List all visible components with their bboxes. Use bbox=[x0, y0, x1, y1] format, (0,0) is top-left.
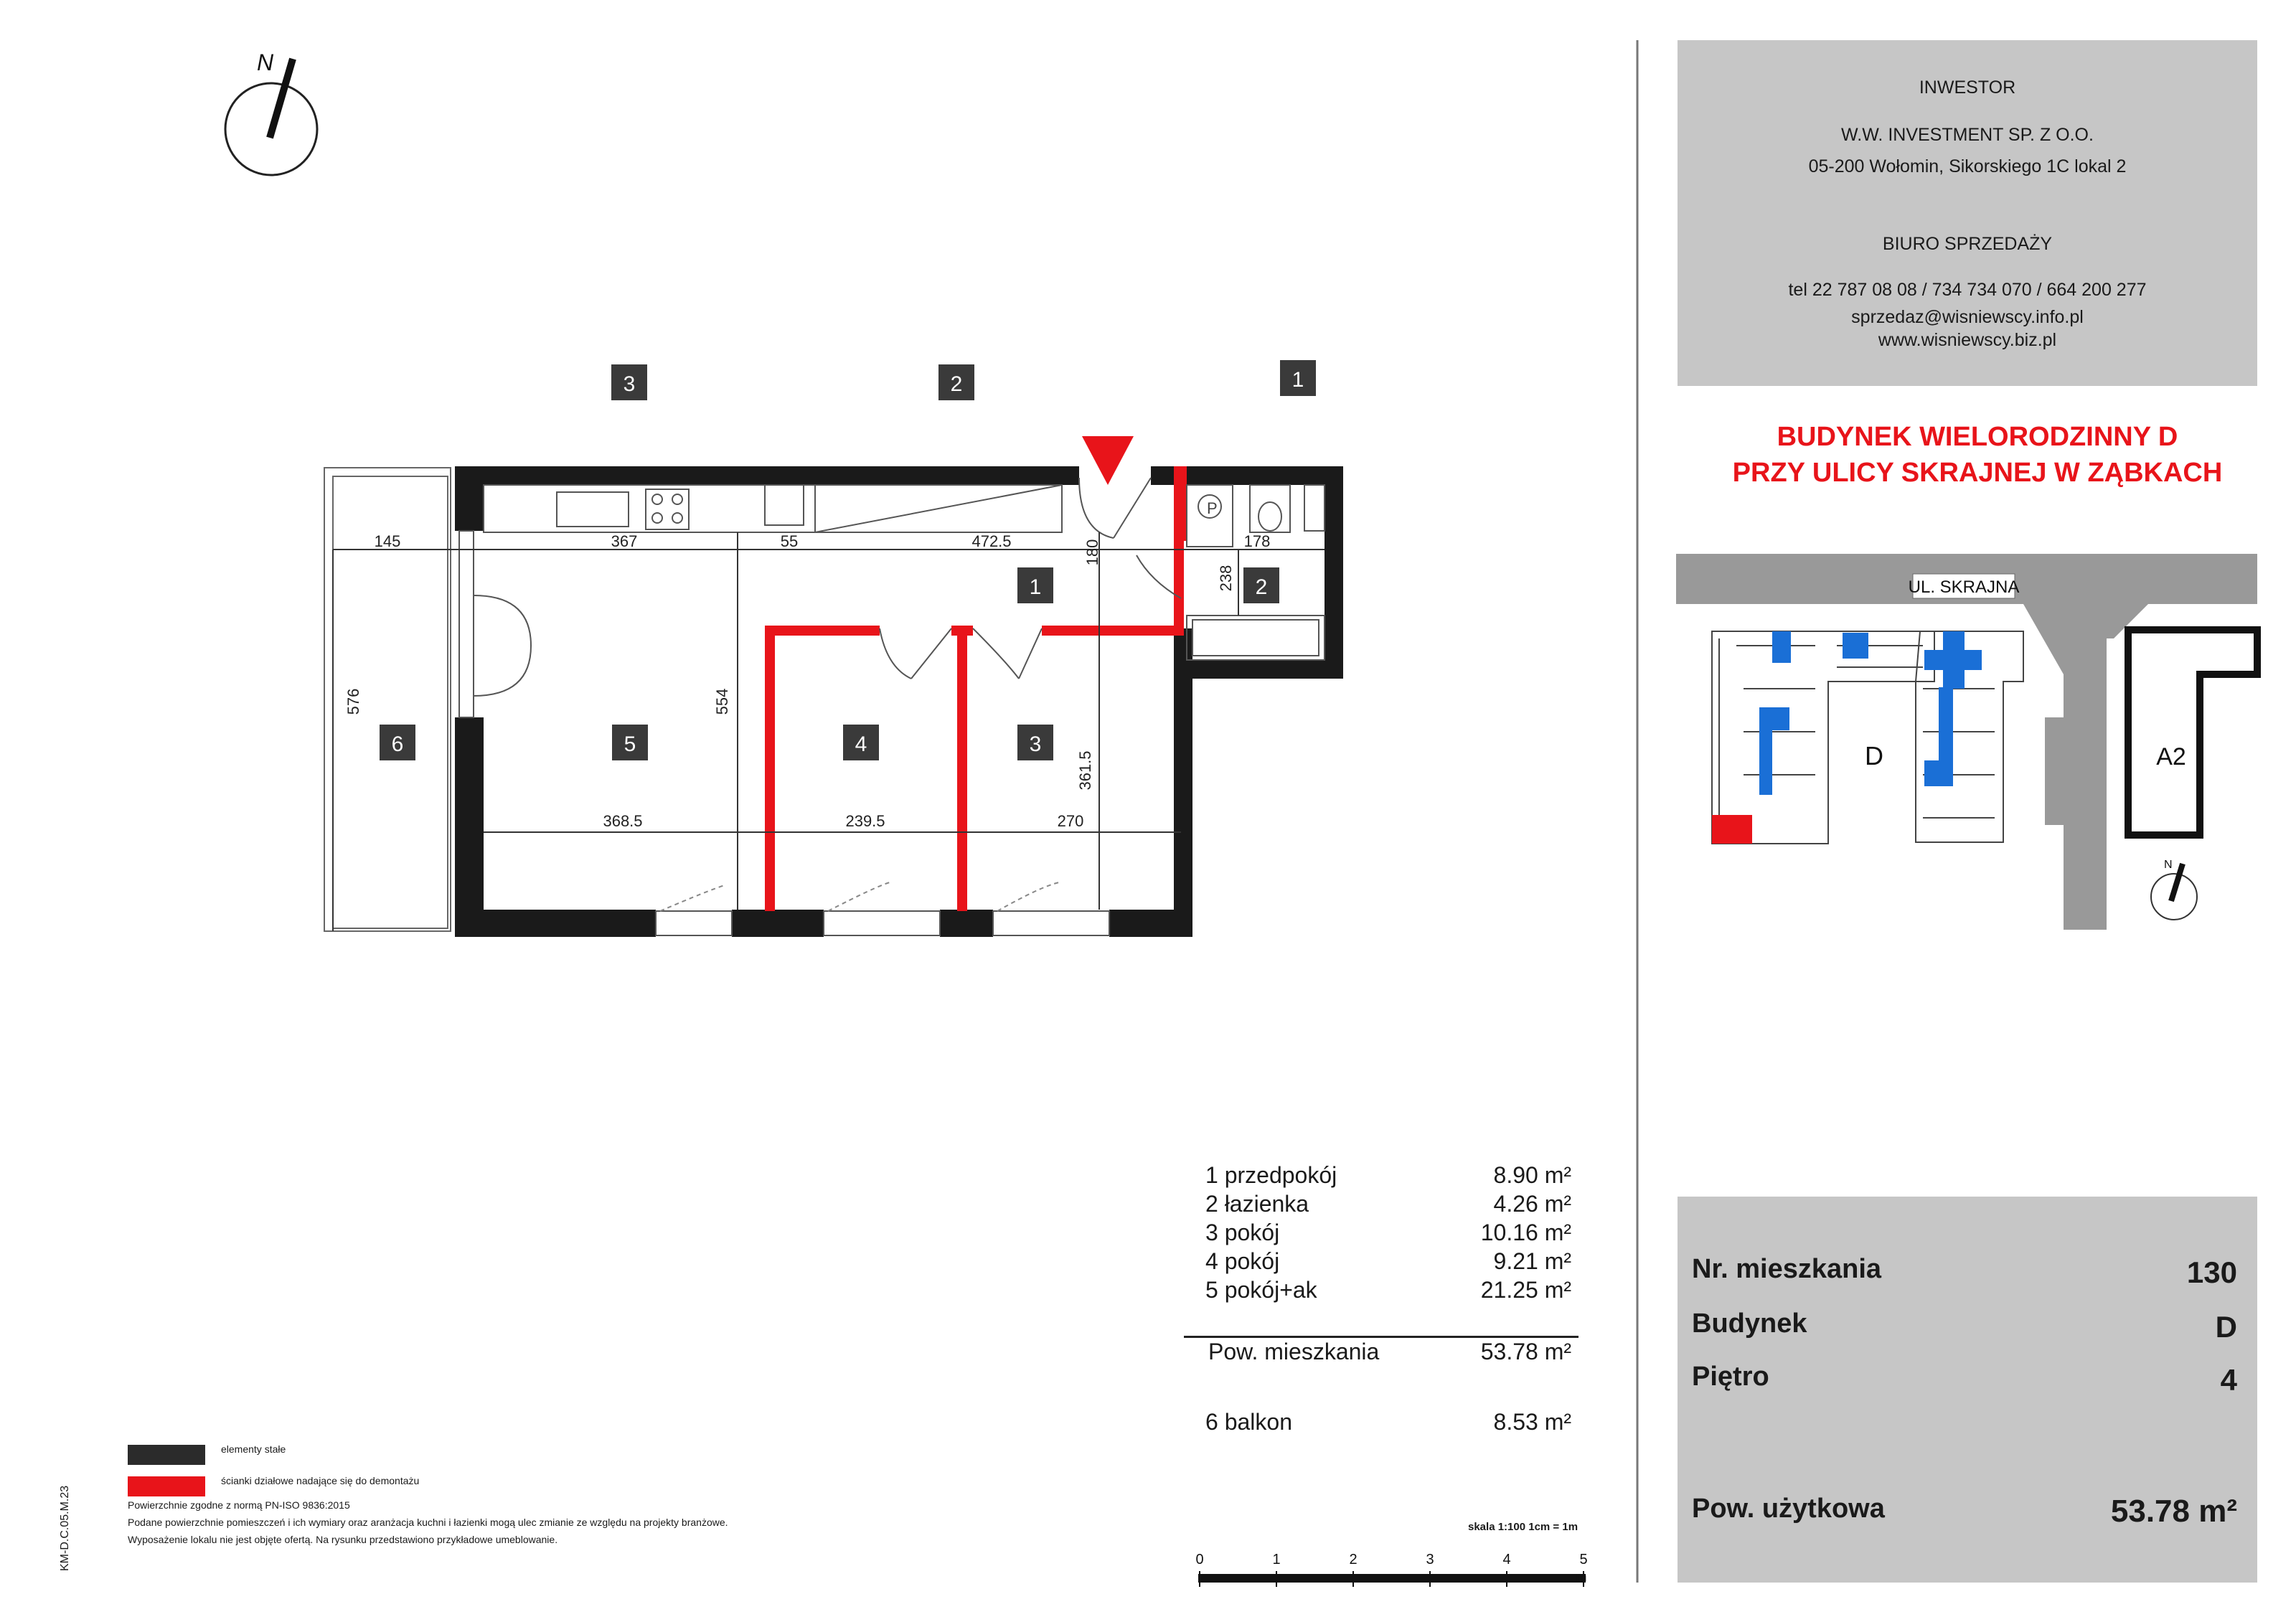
bathroom-partition-top bbox=[1174, 466, 1187, 541]
room-tag-6 bbox=[380, 725, 415, 760]
svg-text:5: 5 bbox=[624, 732, 636, 756]
building-d-label: D bbox=[1865, 741, 1883, 770]
site-plan bbox=[1676, 554, 2257, 930]
scale-label: skala 1:100 1cm = 1m bbox=[1468, 1521, 1578, 1533]
window-swings bbox=[660, 882, 1059, 911]
investor-address: 05-200 Wołomin, Sikorskiego 1C lokal 2 bbox=[1808, 156, 2127, 176]
building-title-line1: BUDYNEK WIELORODZINNY D bbox=[1777, 422, 2178, 452]
usable-area-value: 53.78 m² bbox=[2110, 1494, 2237, 1529]
usable-area-label: Pow. użytkowa bbox=[1692, 1494, 1885, 1524]
svg-text:6: 6 bbox=[391, 732, 404, 756]
floor-label: Piętro bbox=[1692, 1362, 1769, 1392]
dim-180: 180 bbox=[1083, 539, 1101, 566]
investor-panel bbox=[1678, 40, 2257, 386]
dim-367: 367 bbox=[611, 532, 638, 550]
building-title bbox=[1676, 419, 2279, 491]
sales-heading: BIURO SPRZEDAŻY bbox=[1882, 234, 2053, 254]
north-arrow-icon bbox=[225, 49, 317, 175]
note-changes: Podane powierzchnie pomieszczeń i ich wymiary oraz aranżacja kuchni i łazienki mogą ulec zmianie ze względu na projekty branżowe. bbox=[128, 1517, 728, 1528]
dim-238: 238 bbox=[1217, 565, 1235, 592]
dim-554: 554 bbox=[713, 688, 731, 715]
area-divider bbox=[1184, 1336, 1578, 1338]
dim-178: 178 bbox=[1243, 532, 1271, 550]
legend-swatch-permanent bbox=[128, 1445, 205, 1465]
svg-text:2: 2 bbox=[1349, 1552, 1358, 1567]
dim-472-5: 472.5 bbox=[971, 532, 1012, 550]
dim-145: 145 bbox=[374, 532, 401, 550]
outside-tag-1 bbox=[1280, 360, 1316, 396]
dim-239-5: 239.5 bbox=[845, 812, 885, 830]
room-tag-3 bbox=[1017, 725, 1053, 760]
windows-bottom bbox=[656, 911, 1109, 935]
apartment-number-label: Nr. mieszkania bbox=[1692, 1254, 1882, 1284]
svg-text:3: 3 bbox=[1029, 732, 1042, 756]
apartment-location-marker bbox=[1712, 815, 1752, 844]
svg-text:1: 1 bbox=[1272, 1552, 1281, 1567]
building-title-line2: PRZY ULICY SKRAJNEJ W ZĄBKACH bbox=[1732, 458, 2223, 488]
outside-tag-2 bbox=[938, 364, 974, 400]
room-tag-2 bbox=[1243, 567, 1279, 603]
svg-text:m: m bbox=[1576, 1570, 1587, 1584]
svg-text:P: P bbox=[1207, 499, 1218, 517]
legend-swatch-removable bbox=[128, 1476, 205, 1496]
removable-partitions[interactable] bbox=[765, 531, 1184, 911]
scale-bar bbox=[1195, 1552, 1587, 1587]
svg-text:2: 2 bbox=[950, 372, 963, 396]
dim-368-5: 368.5 bbox=[603, 812, 643, 830]
room-tag-1 bbox=[1017, 567, 1053, 603]
legend-removable-label: ścianki działowe nadające się do demontażu bbox=[221, 1475, 420, 1486]
dim-361-5: 361.5 bbox=[1076, 750, 1094, 791]
document-code: KM-D.C.05.M.23 bbox=[59, 1485, 71, 1571]
room-tag-5 bbox=[612, 725, 648, 760]
svg-text:5: 5 bbox=[1579, 1552, 1588, 1567]
investor-company: W.W. INVESTMENT SP. Z O.O. bbox=[1841, 125, 2094, 145]
note-equipment: Wyposażenie lokalu nie jest objęte ofertą. Na rysunku przedstawiono przykładowe umeblowanie. bbox=[128, 1534, 558, 1545]
kitchen-counter bbox=[484, 485, 1062, 532]
apartment-number-value: 130 bbox=[2186, 1255, 2237, 1289]
exterior-walls bbox=[455, 466, 1343, 937]
svg-text:3: 3 bbox=[1426, 1552, 1434, 1567]
note-standard: Powierzchnie zgodne z normą PN-ISO 9836:2015 bbox=[128, 1499, 350, 1511]
street-label: UL. SKRAJNA bbox=[1908, 577, 2020, 597]
sales-email[interactable]: sprzedaz@wisniewscy.info.pl bbox=[1851, 307, 2084, 327]
building-label: Budynek bbox=[1692, 1309, 1807, 1339]
balcony-door bbox=[459, 531, 531, 717]
building-a2-label: A2 bbox=[2156, 743, 2186, 770]
svg-text:1: 1 bbox=[1029, 575, 1042, 599]
room-tag-4 bbox=[843, 725, 879, 760]
entrance-marker-icon bbox=[1082, 436, 1134, 485]
floor-value: 4 bbox=[2220, 1363, 2237, 1397]
building-value: D bbox=[2215, 1310, 2237, 1344]
sales-website[interactable]: www.wisniewscy.biz.pl bbox=[1878, 330, 2057, 350]
dim-55: 55 bbox=[780, 532, 799, 550]
north-label: N bbox=[257, 49, 274, 75]
svg-text:4: 4 bbox=[1502, 1552, 1511, 1567]
sales-phones: tel 22 787 08 08 / 734 734 070 / 664 200 277 bbox=[1788, 280, 2147, 300]
svg-text:2: 2 bbox=[1255, 575, 1268, 599]
svg-text:0: 0 bbox=[1195, 1552, 1204, 1567]
investor-heading: INWESTOR bbox=[1919, 77, 2016, 98]
dim-270: 270 bbox=[1057, 812, 1084, 830]
site-north-arrow-icon bbox=[2171, 864, 2183, 901]
legend-permanent-label: elementy stałe bbox=[221, 1443, 286, 1455]
svg-text:N: N bbox=[2164, 859, 2173, 871]
svg-text:1: 1 bbox=[1292, 368, 1304, 392]
outside-tag-3 bbox=[611, 364, 647, 400]
svg-text:3: 3 bbox=[623, 372, 636, 396]
svg-text:4: 4 bbox=[855, 732, 867, 756]
dim-576: 576 bbox=[344, 688, 362, 715]
